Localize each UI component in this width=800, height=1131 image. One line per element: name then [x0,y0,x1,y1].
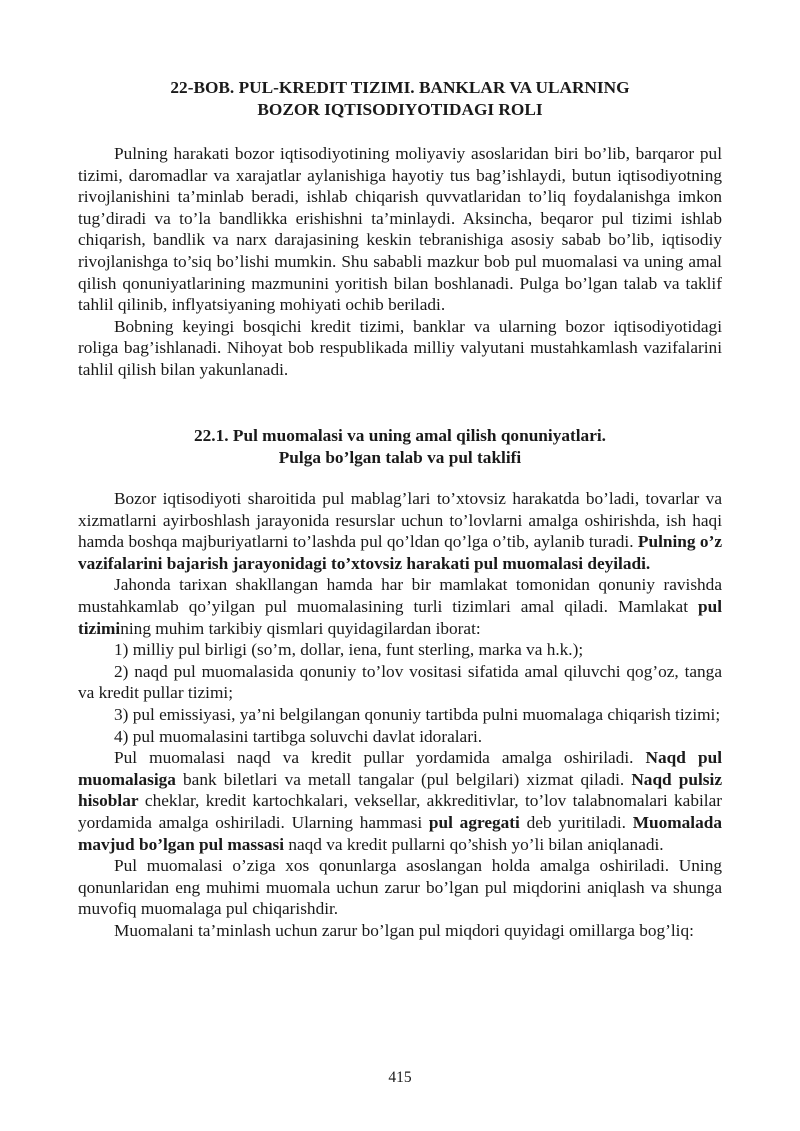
body-paragraph-1 [78,488,722,574]
term-bold: pul tizimi [78,596,722,638]
paragraph-text: bank biletlari va metall tangalar (pul belgilari) xizmat qiladi. [175,769,632,789]
section-body [78,488,722,941]
chapter-title-line-1: 22-BOB. PUL-KREDIT TIZIMI. BANKLAR VA ULARNING [170,78,630,97]
paragraph-text: Pul muomalasi naqd va kredit pullar yordamida amalga oshiriladi. [114,748,646,768]
term-bold: Naqd pul muomalasiga [78,748,722,789]
list-item: 1) milliy pul birligi (so’m, dollar, iena, funt sterling, marka va h.k.); [114,640,584,660]
paragraph-text: cheklar, kredit kartochkalari, veksellar, akkreditivlar, to’lov talabnomalari kabilar yordamida amalga oshiriladi. Ularning hammasi [78,791,722,832]
paragraph-text: deb yuritiladi. [519,812,633,832]
intro-text [78,143,722,381]
chapter-title [78,77,722,120]
section-title-line-2: Pulga bo’lgan talab va pul taklifi [278,447,522,467]
paragraph-text: ning muhim tarkibiy qismlari quyidagilardan iborat: [120,618,481,638]
body-paragraph-5: Muomalani ta’minlash uchun zarur bo’lgan pul miqdori quyidagi omillarga bog’liq: [114,920,694,940]
paragraph-text: Jahonda tarixan shakllangan hamda har bir mamlakat tomonidan qonuniy ravishda mustahkamlab qo’yilgan pul muomalasining turli tizimlari amal qiladi. Mamlakat [78,575,722,616]
definition-bold: Pulning o’z vazifalarini bajarish jarayonidagi to’xtovsiz harakati pul muomalasi deyiladi. [78,532,722,573]
chapter-title-line-2: BOZOR IQTISODIYOTIDAGI ROLI [257,99,543,119]
list-item: 3) pul emissiyasi, ya’ni belgilangan qonuniy tartibda pulni muomalaga chiqarish tizimi; [114,704,721,724]
term-bold: Muomalada mavjud bo’lgan pul massasi [78,812,722,854]
section-title [78,425,722,468]
paragraph-text: Bozor iqtisodiyoti sharoitida pul mablag’lari to’xtovsiz harakatda bo’ladi, tovarlar va xizmatlarni ayirboshlash jarayonida resurslar uchun to’lovlarni amalga oshirishda, ish haqi hamda boshqa majburiyatlarni to’lashda pul qo’ldan qo’lga o’tib, aylanib turadi. [78,489,722,552]
list-item: 2) naqd pul muomalasida qonuniy to’lov vositasi sifatida amal qiluvchi qog’oz, tanga va kredit pullar tizimi; [78,661,722,703]
page-number: 415 [388,1069,412,1086]
term-bold: Naqd pulsiz hisoblar [78,769,722,811]
body-paragraph-4: Pul muomalasi o’ziga xos qonunlarga asoslangan holda amalga oshiriladi. Uning qonunlaridan eng muhimi muomala uchun zarur bo’lgan pul miqdorini aniqlash va shunga muvofiq muomalaga pul chiqarishdir. [78,856,722,919]
paragraph-text: naqd va kredit pullarni qo’shish yo’li bilan aniqlanadi. [284,834,664,854]
term-bold: pul agregati [428,812,520,832]
body-paragraph-3 [78,747,722,855]
intro-paragraph-2: Bobning keyingi bosqichi kredit tizimi, banklar va ularning bozor iqtisodiyotidagi roliga bag’ishlanadi. Nihoyat bob respublikada milliy valyutani mustahkamlash vazifalarini tahlil qilish bilan yakunlanadi. [78,316,722,379]
section-title-line-1: 22.1. Pul muomalasi va uning amal qilish qonuniyatlari. [194,426,606,445]
intro-paragraph-1: Pulning harakati bozor iqtisodiyotining moliyaviy asoslaridan biri bo’lib, barqaror pul tizimi, daromadlar va xarajatlar aylanishiga hayotiy tus bag’ishlaydi, butun iqtisodiyotning rivojlanishini ta’minlab beradi, ishlab chiqarish quvvatlaridan to’liq foydalanishga imkon tug’diradi va to’la bandlikka erishishni ta’minlaydi. Aksincha, beqaror pul tizimi ishlab chiqarish, bandlik va narx darajasining keskin tebranishiga asosiy sabab bo’lib, iqtisodiy rivojlanishga to’siq bo’lishi mumkin. Shu sababli mazkur bob pul muomalasi va uning amal qilish qonuniyatlarining mazmunini yoritish bilan boshlanadi. Pulga bo’lgan talab va taklif tahlil qilinib, inflyatsiyaning mohiyati ochib beriladi. [78,144,722,315]
body-paragraph-2 [78,574,722,639]
list-item: 4) pul muomalasini tartibga soluvchi davlat idoralari. [114,726,483,746]
